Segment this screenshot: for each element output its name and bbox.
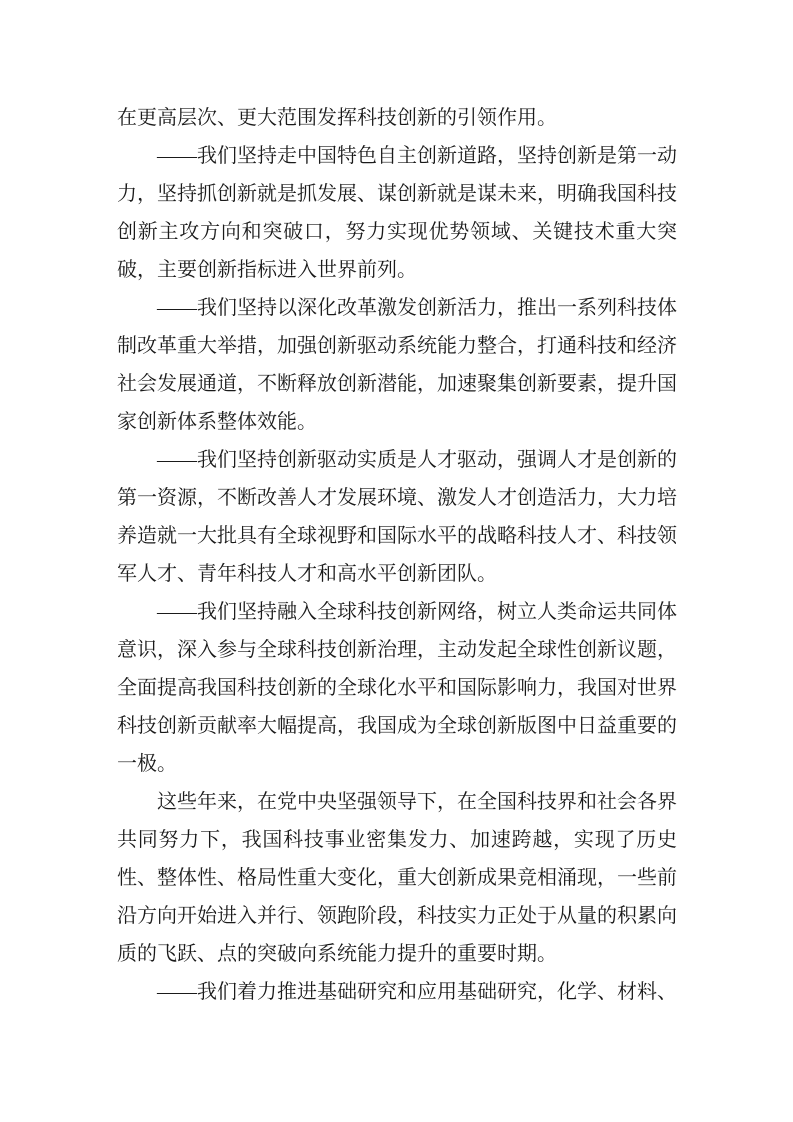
paragraph-dash-5-partial: ——我们着力推进基础研究和应用基础研究，化学、材料、 <box>157 981 677 1003</box>
paragraph-dash-2: ——我们坚持以深化改革激发创新活力，推出一系列科技体制改革重大举措，加强创新驱动系统能力整合，打通科技和经济社会发展通道，不断释放创新潜能，加速聚集创新要素，提升国家创新体系整体效能。 <box>117 297 677 433</box>
paragraph-dash-4: ——我们坚持融入全球科技创新网络，树立人类命运共同体意识，深入参与全球科技创新治理，主动发起全球性创新议题，全面提高我国科技创新的全球化水平和国际影响力，我国对世界科技创新贡献率大幅提高，我国成为全球创新版图中日益重要的一极。 <box>117 601 677 775</box>
paragraph-body: 这些年来，在党中央坚强领导下，在全国科技界和社会各界共同努力下，我国科技事业密集发力、加速跨越，实现了历史性、整体性、格局性重大变化，重大创新成果竞相涌现，一些前沿方向开始进入并行、领跑阶段，科技实力正处于从量的积累向质的飞跃、点的突破向系统能力提升的重要时期。 <box>117 791 677 965</box>
paragraph-continuation: 在更高层次、更大范围发挥科技创新的引领作用。 <box>117 107 557 129</box>
paragraph-dash-3: ——我们坚持创新驱动实质是人才驱动，强调人才是创新的第一资源，不断改善人才发展环境、激发人才创造活力，大力培养造就一大批具有全球视野和国际水平的战略科技人才、科技领军人才、青年科技人才和高水平创新团队。 <box>117 449 677 585</box>
paragraph-dash-1: ——我们坚持走中国特色自主创新道路，坚持创新是第一动力，坚持抓创新就是抓发展、谋创新就是谋未来，明确我国科技创新主攻方向和突破口，努力实现优势领域、关键技术重大突破，主要创新指标进入世界前列。 <box>117 145 677 281</box>
document-text-block <box>117 99 677 1011</box>
